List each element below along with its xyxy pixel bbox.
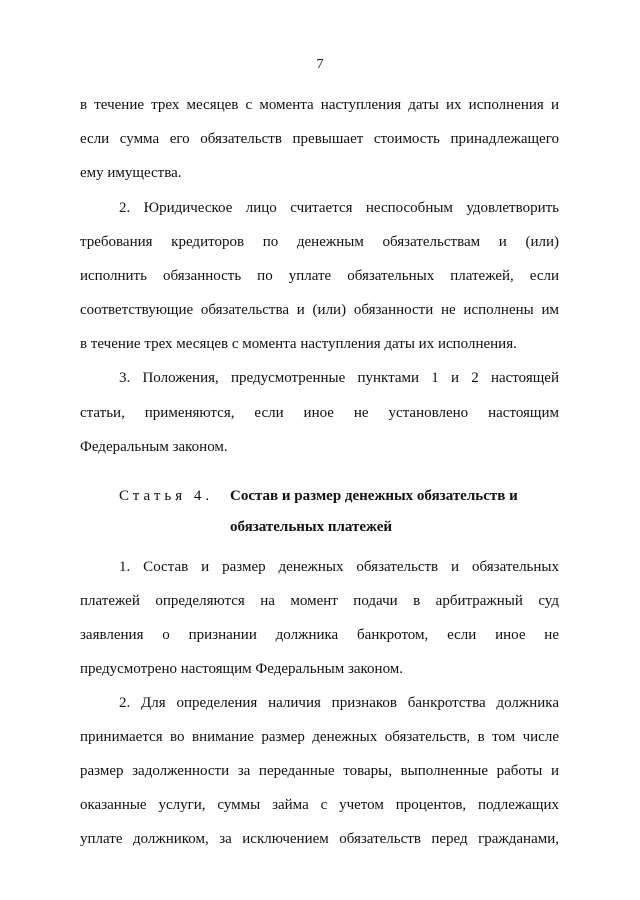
text-line: 3. Положения, предусмотренные пунктами 1 и 2 настоящей xyxy=(119,370,559,386)
text-line: требования кредиторов по денежным обязательствам и (или) xyxy=(80,234,559,250)
text-line: если сумма его обязательств превышает стоимость принадлежащего xyxy=(80,131,559,147)
text-line: оказанные услуги, суммы займа с учетом процентов, подлежащих xyxy=(80,797,559,813)
text-line: в течение трех месяцев с момента наступления даты их исполнения и xyxy=(80,97,559,113)
text-line: исполнить обязанность по уплате обязательных платежей, если xyxy=(80,268,559,284)
article-title: Состав и размер денежных обязательств и xyxy=(230,488,518,504)
text-line: Федеральным законом. xyxy=(80,439,228,455)
text-line: размер задолженности за переданные товары, выполненные работы и xyxy=(80,763,559,779)
text-line: предусмотрено настоящим Федеральным законом. xyxy=(80,661,404,677)
article-title-continued: обязательных платежей xyxy=(230,519,393,535)
text-line: соответствующие обязательства и (или) обязанности не исполнены им xyxy=(80,302,559,318)
text-line: в течение трех месяцев с момента наступления даты их исполнения. xyxy=(80,336,517,352)
text-line: принимается во внимание размер денежных обязательств, в том числе xyxy=(80,729,559,745)
text-line: уплате должником, за исключением обязательств перед гражданами, xyxy=(80,831,559,847)
article-label: Статья 4. xyxy=(119,488,214,504)
text-line: ему имущества. xyxy=(80,165,182,181)
text-line: 1. Состав и размер денежных обязательств и обязательных xyxy=(119,559,559,575)
text-line: статьи, применяются, если иное не установлено настоящим xyxy=(80,405,559,421)
text-line: платежей определяются на момент подачи в арбитражный суд xyxy=(80,593,559,609)
page-number: 7 xyxy=(316,57,324,72)
text-line: заявления о признании должника банкротом, если иное не xyxy=(80,627,559,643)
text-line: 2. Юридическое лицо считается неспособным удовлетворить xyxy=(119,200,559,216)
text-line: 2. Для определения наличия признаков банкротства должника xyxy=(119,695,559,711)
